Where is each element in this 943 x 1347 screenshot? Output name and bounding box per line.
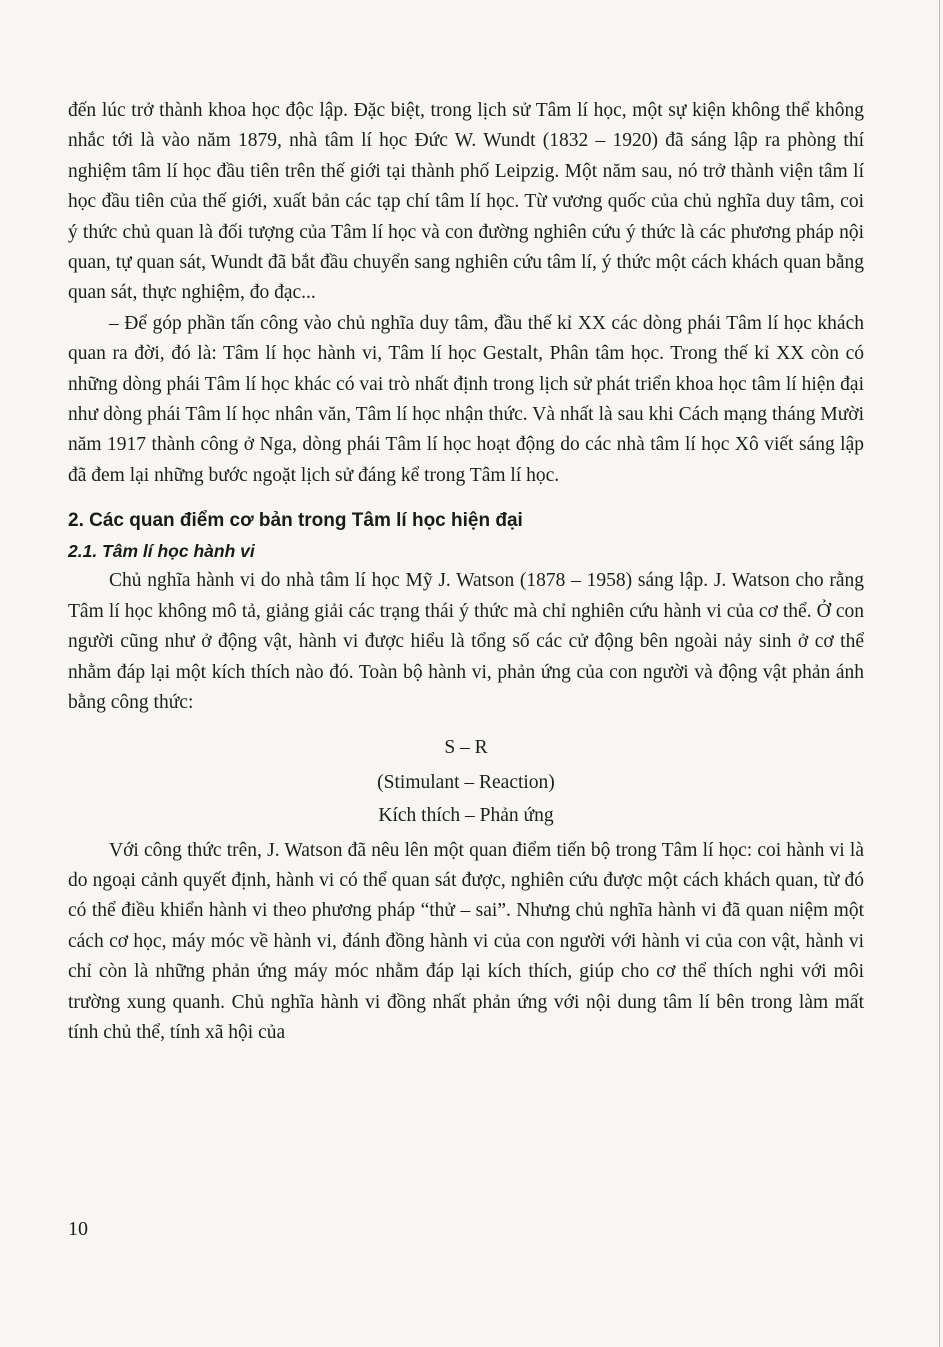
paragraph-behaviorism: Chủ nghĩa hành vi do nhà tâm lí học Mỹ J. Watson (1878 – 1958) sáng lập. J. Watson cho rằng Tâm lí học không mô tả, giảng giải các trạng thái ý thức mà chỉ nghiên cứu hành vi của cơ thể. Ở con người cũng như ở động vật, hành vi được hiểu là tổng số các cử động bên ngoài nảy sinh ở cơ thể nhằm đáp lại một kích thích nào đó. Toàn bộ hành vi, phản ứng của con người và động vật phản ánh bằng công thức:: [68, 570, 864, 713]
page-edge-line: [939, 0, 940, 1347]
section-heading: 2. Các quan điểm cơ bản trong Tâm lí học hiện đại: [68, 510, 523, 532]
formula-vietnamese: Kích thích – Phản ứng: [378, 805, 554, 827]
paragraph-objective-schools: – Để góp phần tấn công vào chủ nghĩa duy tâm, đầu thế kỉ XX các dòng phái Tâm lí học khách quan ra đời, đó là: Tâm lí học hành vi, Tâm lí học Gestalt, Phân tâm học. Trong thế kỉ XX còn có những dòng phái Tâm lí học khác có vai trò nhất định trong lịch sử phát triển khoa học tâm lí hiện đại như dòng phái Tâm lí học nhân văn, Tâm lí học nhận thức. Và nhất là sau khi Cách mạng tháng Mười năm 1917 thành công ở Nga, dòng phái Tâm lí học hoạt động do các nhà tâm lí học Xô viết sáng lập đã đem lại những bước ngoặt lịch sử đáng kể trong Tâm lí học.: [68, 312, 864, 486]
page-number: 10: [68, 1218, 88, 1240]
paragraph-wundt: đến lúc trở thành khoa học độc lập. Đặc biệt, trong lịch sử Tâm lí học, một sự kiện không thể không nhắc tới là vào năm 1879, nhà tâm lí học Đức W. Wundt (1832 – 1920) đã sáng lập ra phòng thí nghiệm tâm lí học đầu tiên trên thế giới tại thành phố Leipzig. Một năm sau, nó trở thành viện tâm lí học đầu tiên của thế giới, xuất bản các tạp chí tâm lí học. Từ vương quốc của chủ nghĩa duy tâm, coi ý thức chủ quan là đối tượng của Tâm lí học và con đường nghiên cứu ý thức là các phương pháp nội quan, tự quan sát, Wundt đã bắt đầu chuyển sang nghiên cứu tâm lí, ý thức một cách khách quan bằng quan sát, thực nghiệm, đo đạc...: [68, 100, 864, 304]
subsection-heading: 2.1. Tâm lí học hành vi: [68, 541, 255, 562]
formula-expression: S – R: [444, 737, 488, 759]
page-body: [68, 96, 864, 1048]
formula-english: (Stimulant – Reaction): [377, 771, 555, 793]
paragraph-watson-critique: Với công thức trên, J. Watson đã nêu lên một quan điểm tiến bộ trong Tâm lí học: coi hành vi là do ngoại cảnh quyết định, hành vi có thể quan sát được, nghiên cứu được một cách khách quan, từ đó có thể điều khiển hành vi theo phương pháp “thử – sai”. Nhưng chủ nghĩa hành vi đã quan niệm một cách cơ học, máy móc về hành vi, đánh đồng hành vi của con người với hành vi của con vật, hành vi chỉ còn là những phản ứng máy móc nhằm đáp lại kích thích, giúp cho cơ thể thích nghi với môi trường xung quanh. Chủ nghĩa hành vi đồng nhất phản ứng với nội dung tâm lí bên trong làm mất tính chủ thể, tính xã hội của: [68, 839, 864, 1043]
